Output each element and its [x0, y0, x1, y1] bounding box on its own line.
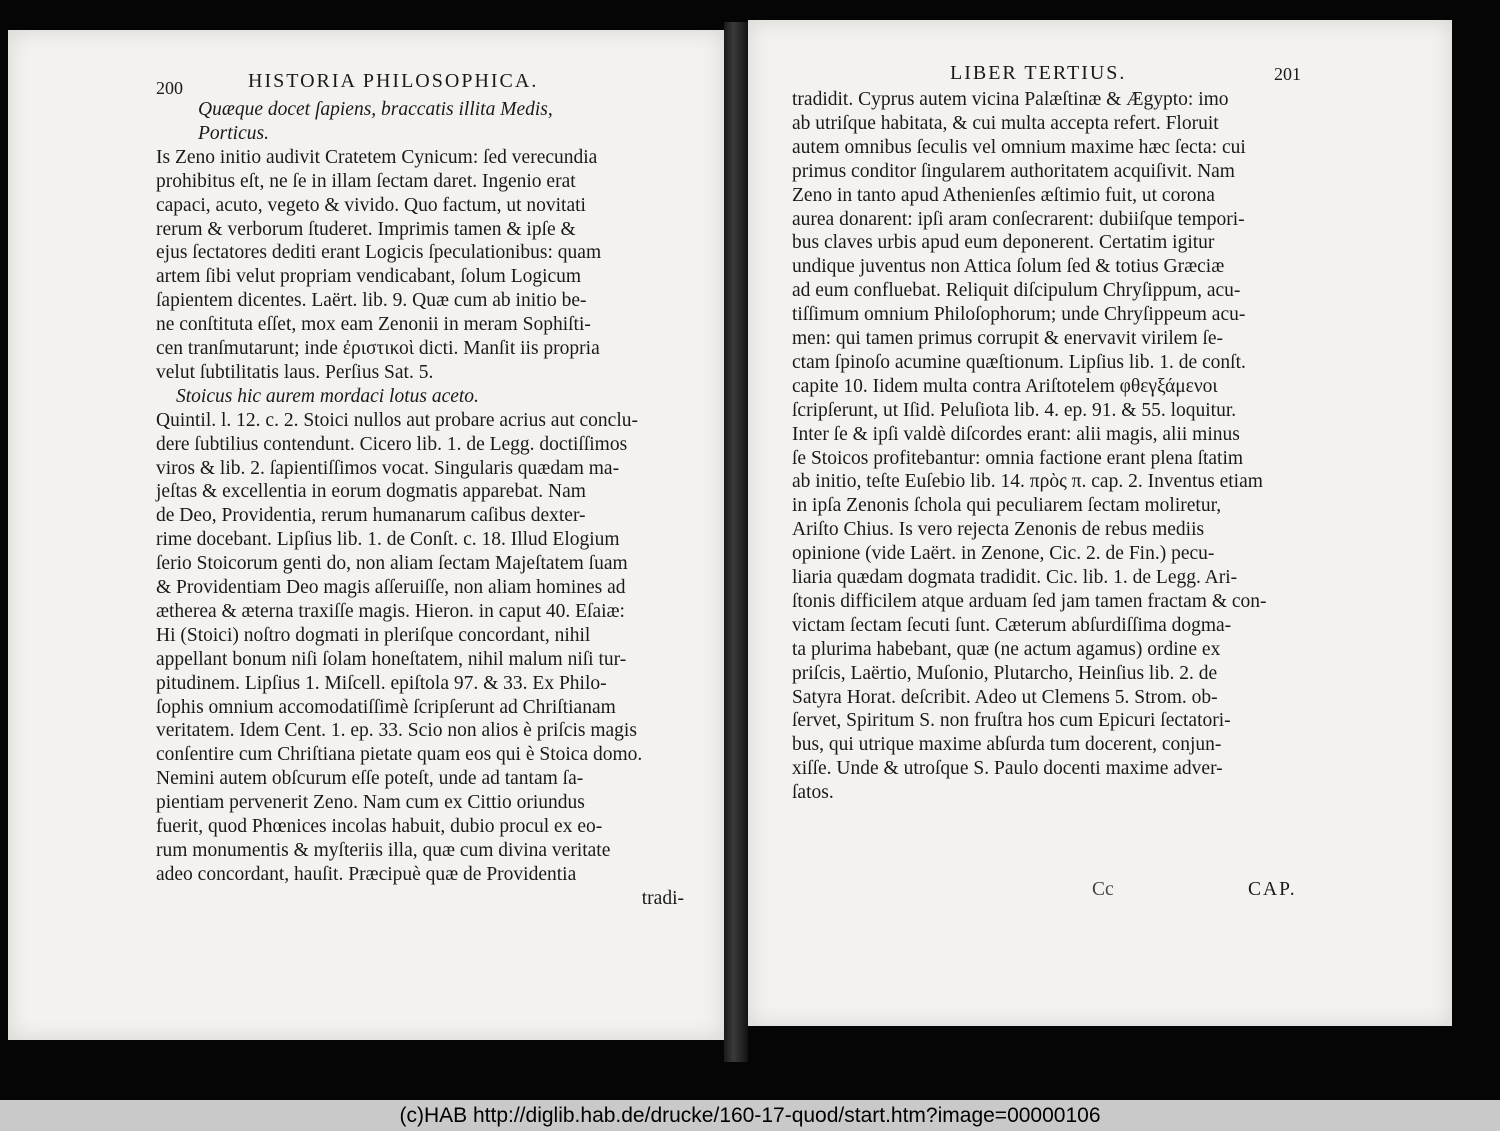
- text-line: bus, qui utrique maxime abſurda tum docerent, conjun-: [792, 734, 1222, 756]
- text-line: rime docebant. Lipſius lib. 1. de Conſt. c. 18. Illud Elogium: [156, 529, 620, 551]
- text-line: appellant bonum niſi ſolam honeſtatem, nihil malum niſi tur-: [156, 648, 627, 670]
- text-line: Satyra Horat. deſcribit. Adeo ut Clemens 5. Strom. ob-: [792, 686, 1218, 708]
- text-line: autem omnibus ſeculis vel omnium maxime hæc ſecta: cui: [792, 136, 1246, 158]
- text-line: ſatos.: [792, 782, 834, 804]
- text-line: rerum & verborum ſtuderet. Imprimis tamen & ipſe &: [156, 218, 576, 240]
- text-line: capaci, acuto, vegeto & vivido. Quo factum, ut novitati: [156, 194, 586, 216]
- book-gutter: [724, 22, 748, 1062]
- text-line: pientiam pervenerit Zeno. Nam cum ex Cittio oriundus: [156, 792, 585, 814]
- text-line: ſophis omnium accomodatiſſimè ſcripſerunt ad Chriſtianam: [156, 696, 616, 718]
- text-line: tradi-: [641, 887, 684, 909]
- text-line: bus claves urbis apud eum deponerent. Certatim igitur: [792, 232, 1215, 254]
- text-line: adeo concordant, hauſit. Præcipuè quæ de Providentia: [156, 863, 577, 885]
- text-line: capite 10. Iidem multa contra Ariſtotelem φθεγξάμενοι: [792, 375, 1218, 397]
- text-line: viros & lib. 2. ſapientiſſimos vocat. Singularis quædam ma-: [156, 457, 620, 479]
- text-line: ne conſtituta eſſet, mox eam Zenonii in meram Sophiſti-: [156, 314, 591, 336]
- signature-mark: Cc: [1092, 879, 1114, 900]
- text-line: primus conditor ſingularem authoritatem acquiſivit. Nam: [792, 160, 1235, 182]
- text-line: in ipſa Zenonis ſchola qui peculiarem ſectam moliretur,: [792, 495, 1222, 517]
- text-line: & Providentiam Deo magis aſſeruiſſe, non aliam homines ad: [156, 577, 626, 598]
- text-line: aurea donarent: ipſi aram conſecrarent: dubiiſque tempori-: [792, 208, 1245, 230]
- text-line: Quæque docet ſapiens, braccatis illita Medis,: [198, 99, 553, 120]
- right-running-head: LIBER TERTIUS.: [950, 62, 1127, 84]
- text-line: ejus ſectatores dediti erant Logicis ſpeculationibus: quam: [156, 242, 602, 264]
- text-line: Inter ſe & ipſi valdè diſcordes erant: alii magis, alii minus: [792, 423, 1240, 445]
- text-line: dere ſubtilius contendunt. Cicero lib. 1. de Legg. doctiſſimos: [156, 433, 628, 455]
- text-line: xiſſe. Unde & utroſque S. Paulo docenti maxime adver-: [792, 758, 1223, 780]
- text-line: tradidit. Cyprus autem vicina Palæſtinæ & Ægypto: imo: [792, 89, 1229, 110]
- text-line: rum monumentis & myſteriis illa, quæ cum divina veritate: [156, 839, 611, 861]
- text-line: ſerio Stoicorum genti do, non aliam ſectam Majeſtatem ſuam: [156, 553, 628, 575]
- left-running-head: HISTORIA PHILOSOPHICA.: [248, 70, 539, 92]
- left-page: [8, 30, 724, 1040]
- right-page: [748, 20, 1452, 1026]
- text-line: undique juventus non Attica ſolum ſed & totius Græciæ: [792, 256, 1225, 278]
- text-line: pitudinem. Lipſius 1. Miſcell. epiſtola 97. & 33. Ex Philo-: [156, 672, 607, 694]
- text-line: liaria quædam dogmata tradidit. Cic. lib. 1. de Legg. Ari-: [792, 567, 1238, 588]
- left-page-number: 200: [156, 78, 183, 98]
- copyright-footer: (c)HAB http://diglib.hab.de/drucke/160-17-quod/start.htm?image=00000106: [0, 1100, 1500, 1131]
- text-line: ab initio, teſte Euſebio lib. 14. πρὸς π. cap. 2. Inventus etiam: [792, 471, 1263, 493]
- text-line: prohibitus eſt, ne ſe in illam ſectam daret. Ingenio erat: [156, 170, 576, 192]
- text-line: ſe Stoicos profitebantur: omnia factione erant plena ſtatim: [792, 447, 1244, 469]
- text-line: ſervet, Spiritum S. non fruſtra hos cum Epicuri ſectatori-: [792, 710, 1231, 732]
- text-line: Is Zeno initio audivit Cratetem Cynicum: ſed verecundia: [156, 146, 598, 168]
- text-line: men: qui tamen primus corrupit & enervavit virilem ſe-: [792, 328, 1224, 349]
- text-line: ab utriſque habitata, & cui multa accepta refert. Floruit: [792, 112, 1219, 134]
- text-line: ctam ſpinoſo acumine quæſtionum. Lipſius lib. 1. de conſt.: [792, 351, 1246, 373]
- catchword: CAP.: [1248, 879, 1297, 900]
- text-line: artem ſibi velut propriam vendicabant, ſolum Logicum: [156, 266, 582, 288]
- right-page-number: 201: [1274, 64, 1301, 84]
- text-line: victam ſectam ſecuti ſunt. Cæterum abſurdiſſima dogma-: [792, 614, 1232, 636]
- text-line: Ariſto Chius. Is vero rejecta Zenonis de rebus mediis: [792, 519, 1205, 541]
- text-line: ad eum confluebat. Reliquit diſcipulum Chryſippum, acu-: [792, 280, 1241, 302]
- text-line: ſcripſerunt, ut Iſid. Peluſiota lib. 4. ep. 91. & 55. loquitur.: [792, 399, 1237, 421]
- text-line: veritatem. Idem Cent. 1. ep. 33. Scio non alios è priſcis magis: [156, 720, 637, 742]
- text-line: priſcis, Laërtio, Muſonio, Plutarcho, Heinſius lib. 2. de: [792, 662, 1218, 684]
- text-line: ſtonis difficilem atque arduam ſed jam tamen fractam & con-: [792, 590, 1267, 612]
- text-line: ſapientem dicentes. Laërt. lib. 9. Quæ cum ab initio be-: [156, 290, 587, 312]
- text-line: ta plurima habebant, quæ (ne actum agamus) ordine ex: [792, 638, 1221, 660]
- text-line: Zeno in tanto apud Athenienſes æſtimio fuit, ut corona: [792, 184, 1215, 206]
- text-line: ætherea & æterna traxiſſe magis. Hieron. in caput 40. Eſaiæ:: [156, 600, 625, 622]
- text-line: de Deo, Providentia, rerum humanarum caſibus dexter-: [156, 505, 586, 527]
- text-line: velut ſubtilitatis laus. Perſius Sat. 5.: [156, 361, 434, 383]
- text-line: Nemini autem obſcurum eſſe poteſt, unde ad tantam ſa-: [156, 768, 584, 790]
- text-line: conſentire cum Chriſtiana pietate quam eos qui è Stoica domo.: [156, 744, 643, 766]
- text-line: Porticus.: [198, 122, 269, 144]
- text-line: jeſtas & excellentia in eorum dogmatis apparebat. Nam: [156, 481, 586, 503]
- text-line: tiſſimum omnium Philoſophorum; unde Chryſippeum acu-: [792, 304, 1246, 326]
- text-line: opinione (vide Laërt. in Zenone, Cic. 2. de Fin.) pecu-: [792, 543, 1215, 565]
- text-line: Hi (Stoici) noſtro dogmati in pleriſque concordant, nihil: [156, 624, 591, 646]
- text-line: Stoicus hic aurem mordaci lotus aceto.: [176, 385, 479, 407]
- text-line: fuerit, quod Phœnices incolas habuit, dubio procul ex eo-: [156, 816, 603, 837]
- text-line: cen tranſmutarunt; inde ἐριστικοὶ dicti. Manſit iis propria: [156, 338, 600, 359]
- text-line: Quintil. l. 12. c. 2. Stoici nullos aut probare acrius aut conclu-: [156, 409, 638, 431]
